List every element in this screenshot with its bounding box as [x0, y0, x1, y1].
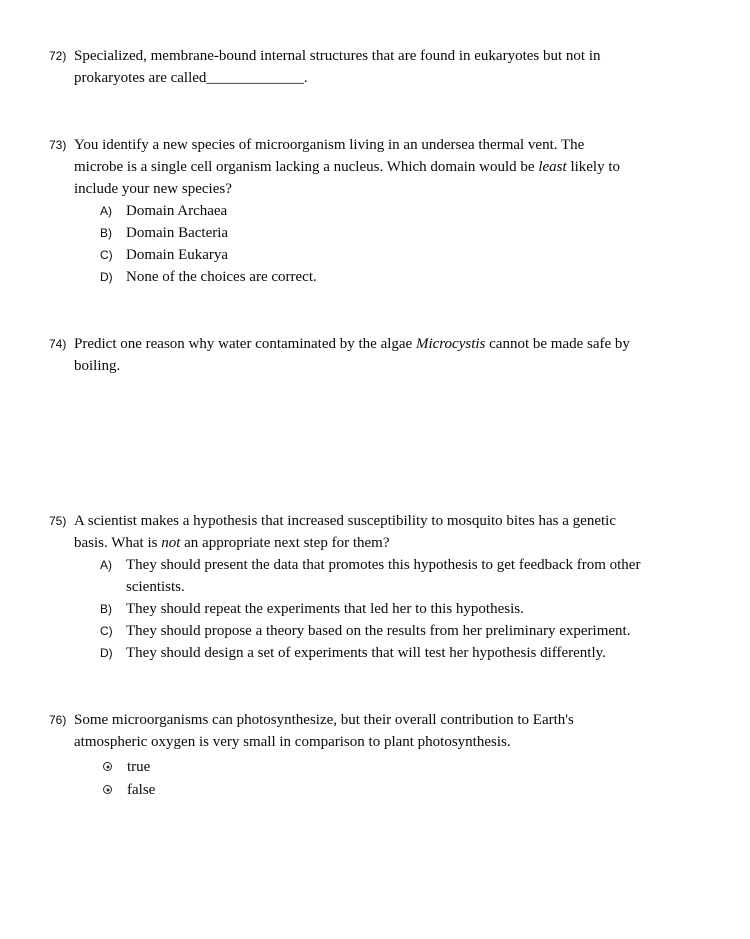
text: likely to — [566, 159, 621, 175]
text: microbe is a single cell organism lacking a nucleus. Which domain would be — [74, 159, 539, 175]
option-text — [126, 222, 228, 244]
option-A — [100, 554, 712, 598]
answer-options — [100, 554, 712, 664]
option-D — [100, 266, 712, 288]
question-number: 76) — [49, 713, 67, 727]
italic-text: least — [538, 159, 567, 175]
option-text — [126, 642, 606, 664]
question-76 — [49, 709, 714, 801]
text: Predict one reason why water contaminated by the algae — [74, 336, 416, 352]
text: cannot be made safe by — [485, 336, 630, 352]
option-letter: C) — [100, 624, 113, 638]
option-C — [100, 244, 712, 266]
text: Some microorganisms can photosynthesize, but their overall contribution to Earth's — [74, 712, 574, 728]
option-letter: A) — [100, 558, 112, 572]
option-B — [100, 222, 712, 244]
italic-text: not — [161, 535, 181, 551]
option-text — [126, 554, 640, 598]
option-text-line: Domain Eukarya — [126, 247, 229, 263]
question-text-line — [74, 709, 712, 731]
option-text-line: They should repeat the experiments that led her to this hypothesis. — [126, 601, 524, 617]
radio-icon[interactable] — [103, 785, 112, 794]
option-letter: B) — [100, 226, 112, 240]
question-74 — [49, 333, 714, 377]
option-text — [126, 620, 630, 642]
option-text-line: Domain Bacteria — [126, 225, 229, 241]
option-text-line: They should propose a theory based on the results from her preliminary experiment. — [126, 623, 631, 639]
question-text-line — [74, 731, 712, 753]
question-text-line — [74, 510, 712, 532]
question-number: 72) — [49, 49, 67, 63]
option-text — [126, 266, 317, 288]
question-text-line — [74, 178, 712, 200]
text: atmospheric oxygen is very small in comparison to plant photosynthesis. — [74, 734, 511, 750]
option-text-line: They should design a set of experiments that will test her hypothesis differently. — [126, 645, 606, 661]
option-letter: B) — [100, 602, 112, 616]
text: an appropriate next step for them? — [180, 535, 390, 551]
question-text-line — [74, 45, 712, 67]
truefalse-options — [103, 753, 712, 801]
option-letter: C) — [100, 248, 113, 262]
question-body — [74, 45, 712, 89]
option-letter: D) — [100, 270, 113, 284]
text: include your new species? — [74, 181, 232, 197]
option-B — [100, 598, 712, 620]
question-body — [74, 510, 712, 664]
radio-option-true[interactable] — [103, 755, 712, 778]
question-body — [74, 709, 712, 801]
question-text-line — [74, 355, 712, 377]
radio-label[interactable]: true — [127, 758, 151, 775]
option-text-line: Domain Archaea — [126, 203, 228, 219]
option-A — [100, 200, 712, 222]
question-72 — [49, 45, 714, 89]
question-text-line — [74, 67, 712, 89]
question-body — [74, 333, 712, 377]
text: A scientist makes a hypothesis that increased susceptibility to mosquito bites has a genetic — [74, 513, 616, 529]
italic-text: Microcystis — [415, 336, 486, 352]
text: boiling. — [74, 358, 121, 374]
option-D — [100, 642, 712, 664]
option-text-line: scientists. — [126, 579, 185, 595]
question-number: 74) — [49, 337, 67, 351]
question-body — [74, 134, 712, 288]
radio-label[interactable]: false — [127, 781, 156, 798]
option-text — [126, 200, 227, 222]
option-text — [126, 244, 228, 266]
question-73 — [49, 134, 714, 288]
option-letter: A) — [100, 204, 112, 218]
question-text-line — [74, 333, 712, 355]
answer-options — [100, 200, 712, 288]
question-number: 75) — [49, 514, 67, 528]
text: prokaryotes are called_____________. — [74, 70, 308, 86]
radio-option-false[interactable] — [103, 778, 712, 801]
question-number: 73) — [49, 138, 67, 152]
radio-icon[interactable] — [103, 762, 112, 771]
option-text-line: They should present the data that promotes this hypothesis to get feedback from other — [126, 557, 641, 573]
option-text — [126, 598, 524, 620]
option-C — [100, 620, 712, 642]
question-text-line — [74, 134, 712, 156]
option-letter: D) — [100, 646, 113, 660]
text: basis. What is — [74, 535, 162, 551]
text: Specialized, membrane-bound internal structures that are found in eukaryotes but not in — [74, 48, 601, 64]
question-text-line — [74, 532, 712, 554]
text: You identify a new species of microorganism living in an undersea thermal vent. The — [74, 137, 585, 153]
question-75 — [49, 510, 714, 664]
option-text-line: None of the choices are correct. — [126, 269, 317, 285]
question-text-line — [74, 156, 712, 178]
